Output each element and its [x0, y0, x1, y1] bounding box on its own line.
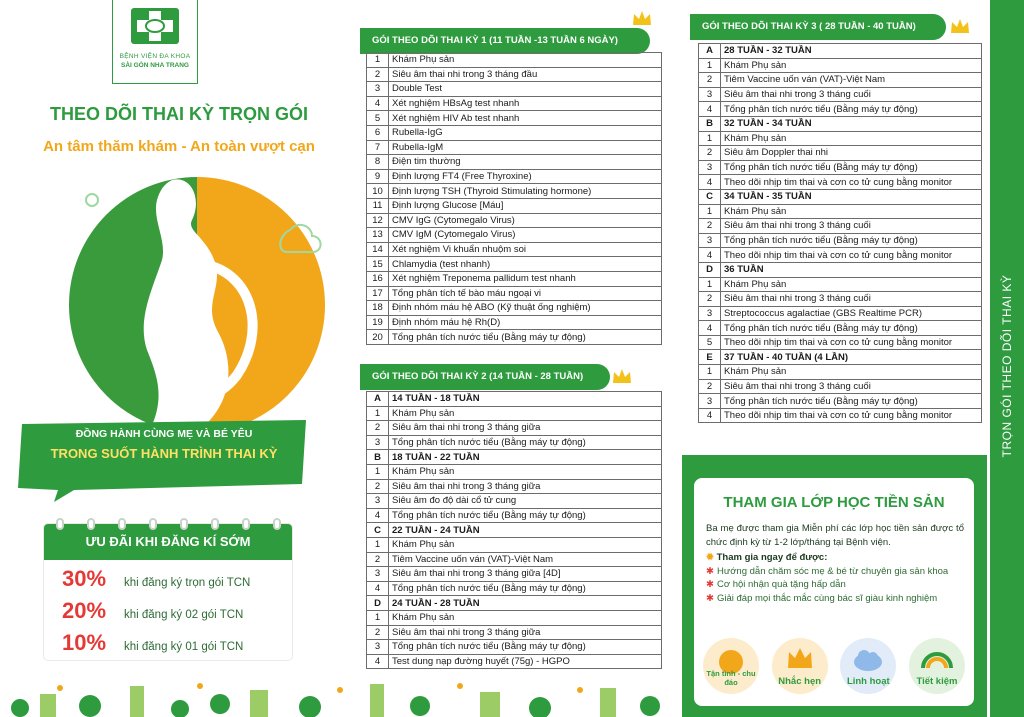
star-icon: ✱: [706, 592, 714, 604]
badge-label: Nhắc hẹn: [778, 676, 822, 687]
table-row: [367, 271, 662, 286]
table-row: [699, 277, 982, 292]
row-number: 3: [367, 435, 389, 450]
crown-icon: [632, 10, 652, 26]
row-number: 5: [367, 111, 389, 126]
row-text: Xét nghiệm HBsAg test nhanh: [389, 96, 662, 111]
row-text: Tiêm Vaccine uốn ván (VAT)-Việt Nam: [389, 552, 662, 567]
row-number: 2: [699, 219, 721, 234]
calendar-rings: [44, 518, 292, 530]
row-text: Tổng phân tích nước tiểu (Bằng máy tự động): [389, 508, 662, 523]
badge-label: Tiết kiệm: [916, 676, 958, 687]
table-row: [367, 53, 662, 68]
table-row: [367, 242, 662, 257]
row-number: 3: [699, 87, 721, 102]
row-text: Rubella-IgM: [389, 140, 662, 155]
row-number: 13: [367, 228, 389, 243]
row-number: 16: [367, 271, 389, 286]
benefit-item: [706, 565, 964, 579]
prenatal-class-title: THAM GIA LỚP HỌC TIỀN SẢN: [723, 494, 945, 511]
row-text: Xét nghiệm Vi khuẩn nhuộm soi: [389, 242, 662, 257]
city-decoration: [0, 676, 680, 717]
table-row: [367, 169, 662, 184]
table-row: [699, 233, 982, 248]
row-text: Định lượng FT4 (Free Thyroxine): [389, 169, 662, 184]
row-text: Tiêm Vaccine uốn ván (VAT)-Việt Nam: [721, 73, 982, 88]
row-number: 12: [367, 213, 389, 228]
row-text: Siêu âm thai nhi trong 3 tháng cuối: [721, 87, 982, 102]
row-text: 24 TUẦN - 28 TUẦN: [389, 596, 662, 611]
table-row: [699, 219, 982, 234]
row-number: 2: [367, 67, 389, 82]
table-section-row: [367, 596, 662, 611]
row-text: Siêu âm thai nhi trong 3 tháng giữa: [389, 421, 662, 436]
row-number: 2: [699, 146, 721, 161]
table-section-row: [699, 116, 982, 131]
row-text: Định nhóm máu hệ Rh(D): [389, 315, 662, 330]
row-number: 3: [367, 640, 389, 655]
table-row: [367, 228, 662, 243]
table-row: [367, 479, 662, 494]
logo-text-line2: SÀI GÒN NHA TRANG: [120, 62, 189, 69]
row-number: 1: [367, 53, 389, 68]
table-row: [699, 87, 982, 102]
row-text: Định lượng TSH (Thyroid Stimulating hormone): [389, 184, 662, 199]
row-text: Khám Phụ sản: [389, 537, 662, 552]
table-row: [367, 140, 662, 155]
row-text: Tổng phân tích nước tiểu (Bằng máy tự động): [389, 640, 662, 655]
side-label: [990, 266, 1024, 466]
row-text: Siêu âm thai nhi trong 3 tháng giữa: [389, 479, 662, 494]
row-text: Siêu âm thai nhi trong 3 tháng đầu: [389, 67, 662, 82]
table-row: [367, 552, 662, 567]
table-row: [699, 102, 982, 117]
banner-line2: TRONG SUỐT HÀNH TRÌNH THAI KỲ: [50, 446, 278, 461]
row-text: Khám Phụ sản: [721, 204, 982, 219]
row-text: Siêu âm Doppler thai nhi: [721, 146, 982, 161]
row-number: 2: [367, 421, 389, 436]
table-section-row: [699, 350, 982, 365]
table-row: [699, 306, 982, 321]
badge-flexible: [837, 638, 899, 694]
row-number: 4: [699, 248, 721, 263]
table-section-row: [367, 450, 662, 465]
benefit-item: [706, 578, 964, 592]
table-row: [367, 640, 662, 655]
table-section-row: [367, 523, 662, 538]
row-number: B: [367, 450, 389, 465]
row-number: 3: [367, 567, 389, 582]
table-row: [367, 155, 662, 170]
row-number: 2: [699, 292, 721, 307]
row-text: 34 TUẦN - 35 TUẦN: [721, 189, 982, 204]
row-number: 3: [699, 160, 721, 175]
prenatal-class-description: Ba mẹ được tham gia Miễn phí các lớp học tiền sản được tổ chức định kỳ từ 1-2 lớp/tháng tại Bệnh viện.: [706, 523, 964, 548]
table-row: [699, 248, 982, 263]
sun-icon: [703, 638, 759, 694]
table-row: [367, 257, 662, 272]
row-number: 3: [699, 233, 721, 248]
row-number: 2: [367, 479, 389, 494]
row-number: 11: [367, 198, 389, 213]
row-text: 37 TUẦN - 40 TUẦN (4 LẦN): [721, 350, 982, 365]
row-text: Xét nghiệm HIV Ab test nhanh: [389, 111, 662, 126]
row-text: Khám Phụ sản: [389, 610, 662, 625]
table-section-row: [699, 262, 982, 277]
table-row: [367, 567, 662, 582]
table-row: [367, 625, 662, 640]
row-number: B: [699, 116, 721, 131]
row-number: 8: [367, 155, 389, 170]
row-text: Siêu âm thai nhi trong 3 tháng cuối: [721, 292, 982, 307]
table-row: [699, 408, 982, 423]
table-row: [699, 292, 982, 307]
table-row: [367, 654, 662, 669]
row-number: 17: [367, 286, 389, 301]
row-text: Tổng phân tích nước tiểu (Bằng máy tự động): [721, 233, 982, 248]
table-row: [699, 73, 982, 88]
offer-percent: 30%: [62, 566, 107, 591]
row-text: Siêu âm thai nhi trong 3 tháng giữa: [389, 625, 662, 640]
table-row: [699, 394, 982, 409]
package2-table: [366, 391, 662, 669]
row-text: Rubella-IgG: [389, 125, 662, 140]
row-number: 20: [367, 330, 389, 345]
row-number: 14: [367, 242, 389, 257]
rainbow-icon: [909, 638, 965, 694]
row-number: 4: [699, 321, 721, 336]
row-number: D: [699, 262, 721, 277]
row-text: 14 TUẦN - 18 TUẦN: [389, 392, 662, 407]
row-number: 2: [699, 73, 721, 88]
table-row: [367, 96, 662, 111]
row-text: 28 TUẦN - 32 TUẦN: [721, 44, 982, 59]
table-row: [367, 435, 662, 450]
hospital-cross-icon: [129, 6, 181, 46]
join-line: [706, 551, 964, 565]
table-row: [367, 421, 662, 436]
row-text: Xét nghiệm Treponema pallidum test nhanh: [389, 271, 662, 286]
table-row: [699, 335, 982, 350]
row-text: Khám Phụ sản: [389, 53, 662, 68]
row-text: CMV IgG (Cytomegalo Virus): [389, 213, 662, 228]
row-number: 1: [699, 131, 721, 146]
row-text: Streptococcus agalactiae (GBS Realtime PCR): [721, 306, 982, 321]
row-text: Khám Phụ sản: [721, 277, 982, 292]
row-number: 1: [699, 277, 721, 292]
benefit-item: [706, 592, 964, 606]
badge-reminder: [769, 638, 831, 694]
row-number: 5: [699, 335, 721, 350]
crown-icon: [772, 638, 828, 694]
row-number: 19: [367, 315, 389, 330]
row-number: 4: [699, 102, 721, 117]
hospital-logo: [112, 0, 198, 84]
row-text: Khám Phụ sản: [389, 464, 662, 479]
badge-row: [700, 638, 968, 694]
row-number: 4: [367, 581, 389, 596]
row-number: E: [699, 350, 721, 365]
cloud-icon: [840, 638, 896, 694]
row-text: Siêu âm đo độ dài cổ tử cung: [389, 494, 662, 509]
table-row: [699, 58, 982, 73]
row-text: 36 TUẦN: [721, 262, 982, 277]
row-text: Khám Phụ sản: [721, 58, 982, 73]
row-number: A: [367, 392, 389, 407]
offer-text: khi đăng ký 01 gói TCN: [124, 641, 244, 653]
table-row: [699, 131, 982, 146]
star-icon: ✱: [706, 565, 714, 577]
row-number: 1: [367, 610, 389, 625]
prenatal-class-card: [694, 478, 974, 706]
row-text: Tổng phân tích nước tiểu (Bằng máy tự động): [389, 330, 662, 345]
row-text: Double Test: [389, 82, 662, 97]
row-number: 9: [367, 169, 389, 184]
table-row: [367, 125, 662, 140]
package3-title: GÓI THEO DÕI THAI KỲ 3 ( 28 TUẦN - 40 TUẦN): [690, 14, 946, 40]
row-text: Định nhóm máu hệ ABO (Kỹ thuật ống nghiệm): [389, 301, 662, 316]
row-number: 2: [367, 552, 389, 567]
row-text: 32 TUẦN - 34 TUẦN: [721, 116, 982, 131]
package2-title: GÓI THEO DÕI THAI KỲ 2 (14 TUẦN - 28 TUẦN): [360, 364, 610, 390]
row-text: CMV IgM (Cytomegalo Virus): [389, 228, 662, 243]
table-row: [699, 365, 982, 380]
table-row: [367, 111, 662, 126]
table-row: [367, 464, 662, 479]
table-row: [699, 146, 982, 161]
table-row: [367, 315, 662, 330]
row-number: 4: [367, 654, 389, 669]
row-number: 4: [699, 408, 721, 423]
row-number: 1: [699, 204, 721, 219]
badge-label: Linh hoạt: [846, 676, 890, 687]
row-text: Theo dõi nhịp tim thai và cơn co tử cung bằng monitor: [721, 175, 982, 190]
side-label-text: TRỌN GÓI THEO DÕI THAI KỲ: [1000, 274, 1014, 458]
row-number: 3: [699, 306, 721, 321]
early-offer-card: [44, 524, 292, 660]
row-number: C: [699, 189, 721, 204]
row-text: Tổng phân tích nước tiểu (Bằng máy tự động): [721, 102, 982, 117]
package1-table: [366, 52, 662, 345]
row-text: Khám Phụ sản: [721, 365, 982, 380]
table-row: [367, 82, 662, 97]
row-number: 2: [699, 379, 721, 394]
table-row: [367, 213, 662, 228]
row-number: 2: [367, 625, 389, 640]
banner-line1: ĐỒNG HÀNH CÙNG MẸ VÀ BÉ YÊU: [75, 428, 253, 440]
offer-item: [44, 566, 292, 592]
row-number: A: [699, 44, 721, 59]
row-text: Tổng phân tích nước tiểu (Bằng máy tự động): [721, 160, 982, 175]
sun-icon: ✹: [706, 552, 717, 563]
package1-title: GÓI THEO DÕI THAI KỲ 1 (11 TUẦN -13 TUẦN 6 NGÀY): [360, 28, 650, 54]
offer-percent: 10%: [62, 630, 107, 655]
table-row: [699, 204, 982, 219]
offer-text: khi đăng ký 02 gói TCN: [124, 609, 244, 621]
table-row: [367, 494, 662, 509]
row-text: Siêu âm thai nhi trong 3 tháng cuối: [721, 379, 982, 394]
row-text: Chlamydia (test nhanh): [389, 257, 662, 272]
row-text: Tổng phân tích nước tiểu (Bằng máy tự động): [389, 581, 662, 596]
benefit-text: Hướng dẫn chăm sóc mẹ & bé từ chuyên gia sản khoa: [716, 565, 949, 577]
row-number: C: [367, 523, 389, 538]
row-text: Siêu âm thai nhi trong 3 tháng cuối: [721, 219, 982, 234]
row-number: 18: [367, 301, 389, 316]
banner-text: [24, 428, 304, 461]
crown-icon: [950, 18, 970, 34]
table-section-row: [699, 44, 982, 59]
row-number: 1: [367, 406, 389, 421]
row-number: 4: [367, 96, 389, 111]
row-text: Tổng phân tích nước tiểu (Bằng máy tự động): [721, 394, 982, 409]
join-label: Tham gia ngay để được:: [716, 552, 828, 563]
row-text: Test dung nạp đường huyết (75g) - HGPO: [389, 654, 662, 669]
row-number: 1: [367, 464, 389, 479]
row-text: Khám Phụ sản: [389, 406, 662, 421]
row-number: 4: [699, 175, 721, 190]
table-row: [699, 175, 982, 190]
benefit-text: Cơ hội nhận quà tặng hấp dẫn: [716, 579, 846, 590]
table-row: [367, 67, 662, 82]
table-section-row: [367, 392, 662, 407]
package3-table: [698, 43, 982, 423]
offer-text: khi đăng ký trọn gói TCN: [124, 577, 251, 589]
table-row: [367, 537, 662, 552]
row-text: Tổng phân tích tế bào máu ngoại vi: [389, 286, 662, 301]
table-row: [367, 508, 662, 523]
logo-text-line1: BỆNH VIỆN ĐA KHOA: [119, 53, 191, 60]
row-number: D: [367, 596, 389, 611]
row-number: 3: [367, 82, 389, 97]
offer-title: ƯU ĐÃI KHI ĐĂNG KÍ SỚM: [44, 524, 292, 560]
crown-icon: [612, 368, 632, 384]
page-subtitle: An tâm thăm khám - An toàn vượt cạn: [43, 138, 315, 155]
row-text: Siêu âm thai nhi trong 3 tháng giữa [4D]: [389, 567, 662, 582]
row-number: 3: [367, 494, 389, 509]
row-number: 15: [367, 257, 389, 272]
row-number: 4: [367, 508, 389, 523]
offer-item: [44, 630, 292, 656]
offer-percent: 20%: [62, 598, 107, 623]
row-text: 22 TUẦN - 24 TUẦN: [389, 523, 662, 538]
prenatal-class-body: [706, 522, 964, 605]
offer-item: [44, 598, 292, 624]
row-text: Định lượng Glucose [Máu]: [389, 198, 662, 213]
row-text: Theo dõi nhịp tim thai và cơn co tử cung bằng monitor: [721, 335, 982, 350]
badge-dedicated: [700, 638, 762, 694]
row-text: Theo dõi nhịp tim thai và cơn co tử cung bằng monitor: [721, 248, 982, 263]
star-icon: ✱: [706, 579, 714, 590]
table-row: [699, 160, 982, 175]
table-row: [367, 198, 662, 213]
table-row: [367, 610, 662, 625]
table-row: [367, 286, 662, 301]
table-row: [367, 406, 662, 421]
row-text: 18 TUẦN - 22 TUẦN: [389, 450, 662, 465]
row-number: 10: [367, 184, 389, 199]
row-text: Điện tim thường: [389, 155, 662, 170]
table-row: [699, 379, 982, 394]
table-row: [367, 581, 662, 596]
row-number: 1: [367, 537, 389, 552]
row-number: 7: [367, 140, 389, 155]
row-number: 6: [367, 125, 389, 140]
row-text: Tổng phân tích nước tiểu (Bằng máy tự động): [389, 435, 662, 450]
badge-saving: [906, 638, 968, 694]
benefit-text: Giải đáp mọi thắc mắc cùng bác sĩ giàu kinh nghiệm: [716, 592, 938, 604]
row-number: 3: [699, 394, 721, 409]
table-row: [367, 184, 662, 199]
table-row: [367, 330, 662, 345]
table-row: [699, 321, 982, 336]
row-number: 1: [699, 365, 721, 380]
badge-label: Tận tình - chu đáo: [706, 669, 756, 687]
row-text: Tổng phân tích nước tiểu (Bằng máy tự động): [721, 321, 982, 336]
row-text: Theo dõi nhịp tim thai và cơn co tử cung bằng monitor: [721, 408, 982, 423]
pregnant-mother-illustration: [52, 160, 342, 450]
row-text: Khám Phụ sản: [721, 131, 982, 146]
table-row: [367, 301, 662, 316]
page-title: THEO DÕI THAI KỲ TRỌN GÓI: [49, 104, 308, 124]
table-section-row: [699, 189, 982, 204]
row-number: 1: [699, 58, 721, 73]
